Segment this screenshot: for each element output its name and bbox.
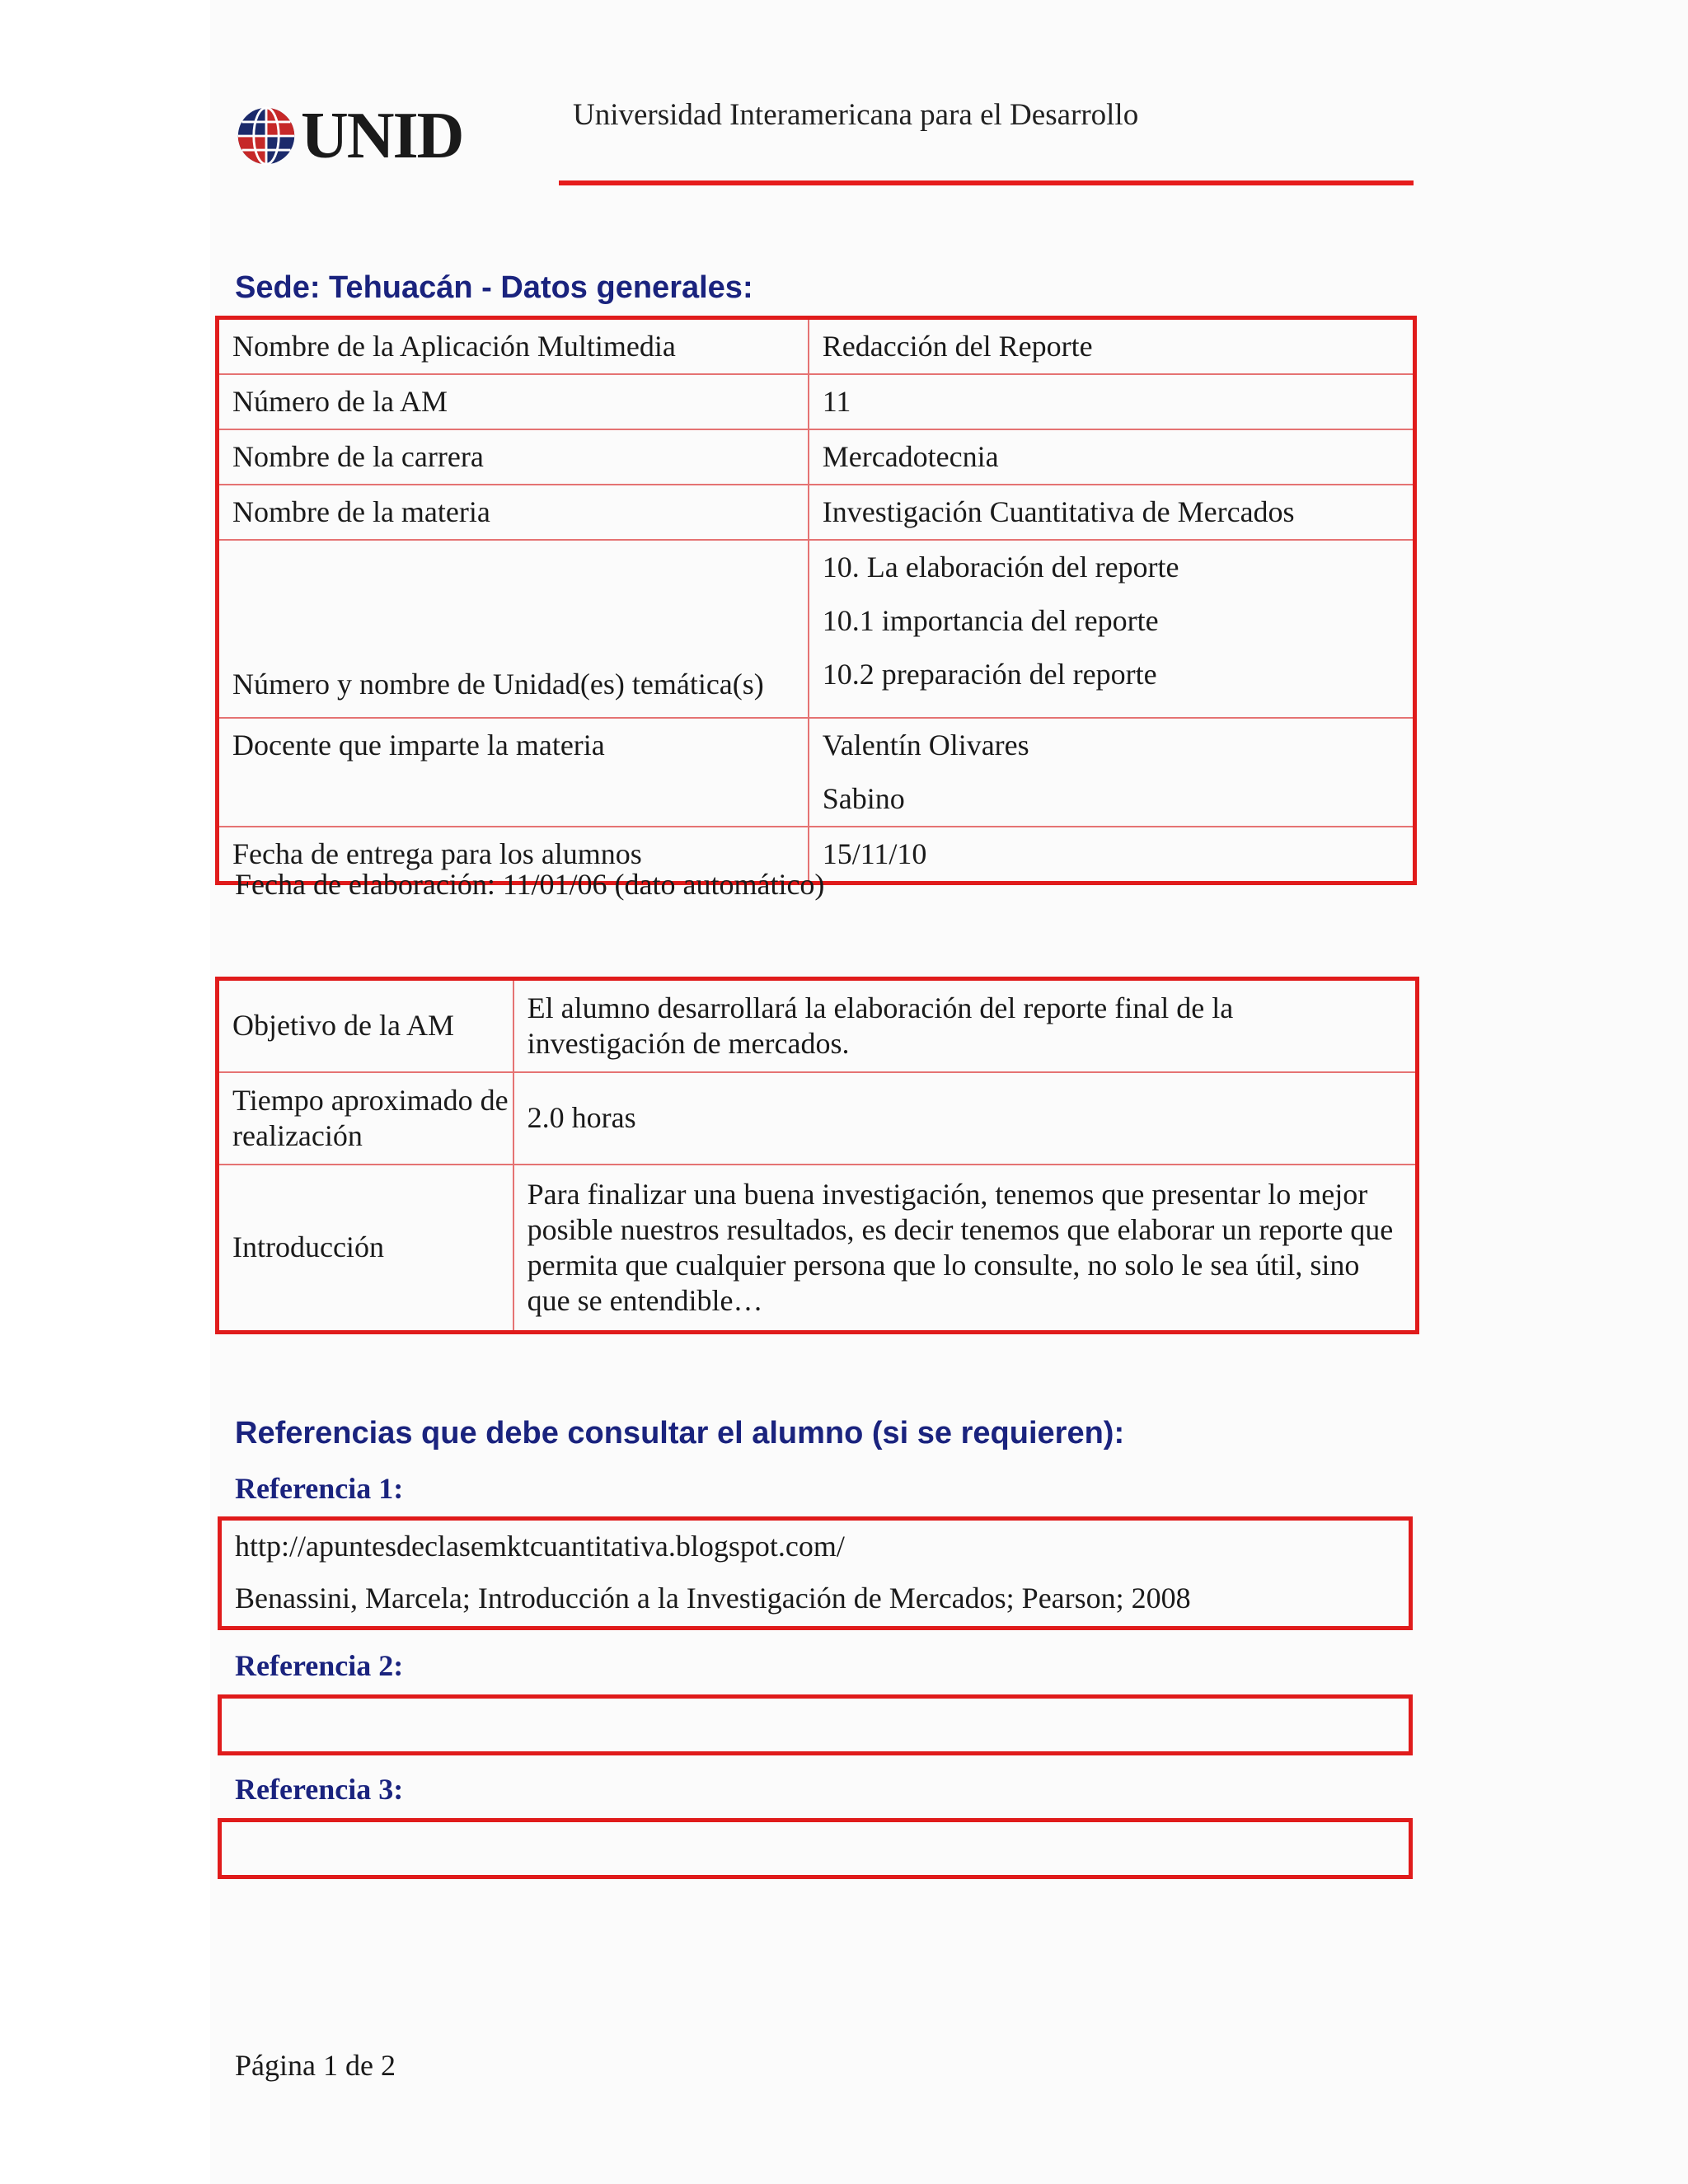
table-row — [218, 980, 1416, 1072]
unit-line: 10. La elaboración del reporte — [822, 551, 1179, 583]
teacher-label: Docente que imparte la materia — [232, 729, 605, 762]
globe-icon — [235, 105, 298, 167]
value-cell: 15/11/10 — [809, 827, 1414, 882]
table-row — [218, 374, 1414, 429]
reference-1-box — [218, 1516, 1413, 1630]
label-cell: Nombre de la carrera — [218, 429, 809, 485]
value-cell: 11 — [809, 374, 1414, 429]
teacher-line: Sabino — [822, 782, 905, 815]
table-row — [218, 1165, 1416, 1331]
general-data-table — [218, 318, 1414, 883]
table-row — [218, 485, 1414, 540]
label-cell — [218, 718, 809, 827]
value-cell: Mercadotecnia — [809, 429, 1414, 485]
value-cell: Investigación Cuantitativa de Mercados — [809, 485, 1414, 540]
page-number: Página 1 de 2 — [235, 2049, 396, 2082]
reference-line: http://apuntesdeclasemktcuantitativa.blogspot.com/ — [235, 1530, 845, 1563]
general-data-heading: Sede: Tehuacán - Datos generales: — [235, 270, 753, 305]
references-heading: Referencias que debe consultar el alumno (si se requieren): — [235, 1416, 1125, 1451]
reference-2-box — [218, 1694, 1413, 1755]
label-cell: Nombre de la materia — [218, 485, 809, 540]
unit-lines-cell — [809, 540, 1414, 718]
university-name: Universidad Interamericana para el Desarrollo — [573, 98, 1139, 132]
reference-2-label: Referencia 2: — [235, 1649, 404, 1682]
reference-line: Benassini, Marcela; Introducción a la Investigación de Mercados; Pearson; 2008 — [235, 1582, 1191, 1615]
teacher-line: Valentín Olivares — [822, 729, 1029, 762]
reference-3-box — [218, 1818, 1413, 1879]
logo-text: UNID — [301, 100, 463, 172]
label-cell: Número y nombre de Unidad(es) temática(s) — [218, 540, 809, 718]
label-cell: Objetivo de la AM — [218, 980, 513, 1072]
table-row — [218, 429, 1414, 485]
objective-table — [218, 979, 1417, 1332]
teacher-cell — [809, 718, 1414, 827]
label-cell: Fecha de entrega para los alumnos — [218, 827, 809, 882]
label-cell: Introducción — [218, 1165, 513, 1331]
table-row — [218, 319, 1414, 374]
elaboration-date: Fecha de elaboración: 11/01/06 (dato automático) — [235, 868, 825, 901]
unit-line: 10.2 preparación del reporte — [822, 658, 1157, 691]
value-cell: Para finalizar una buena investigación, tenemos que presentar lo mejor posible nuestros resultados, es decir tenemos que elaborar un reporte que permita que cualquier persona que lo consulte, no solo le sea útil, sino que se entendible… — [513, 1165, 1416, 1331]
unit-line: 10.1 importancia del reporte — [822, 604, 1159, 637]
table-row — [218, 540, 1414, 718]
header-divider — [559, 180, 1414, 185]
reference-1-label: Referencia 1: — [235, 1472, 404, 1505]
reference-3-label: Referencia 3: — [235, 1773, 404, 1806]
label-cell: Nombre de la Aplicación Multimedia — [218, 319, 809, 374]
value-cell: El alumno desarrollará la elaboración del reporte final de la investigación de mercados. — [513, 980, 1416, 1072]
table-row — [218, 718, 1414, 827]
unid-logo — [235, 99, 499, 173]
label-cell: Número de la AM — [218, 374, 809, 429]
value-cell: Redacción del Reporte — [809, 319, 1414, 374]
value-cell: 2.0 horas — [513, 1072, 1416, 1165]
label-cell: Tiempo aproximado de realización — [218, 1072, 513, 1165]
table-row — [218, 1072, 1416, 1165]
